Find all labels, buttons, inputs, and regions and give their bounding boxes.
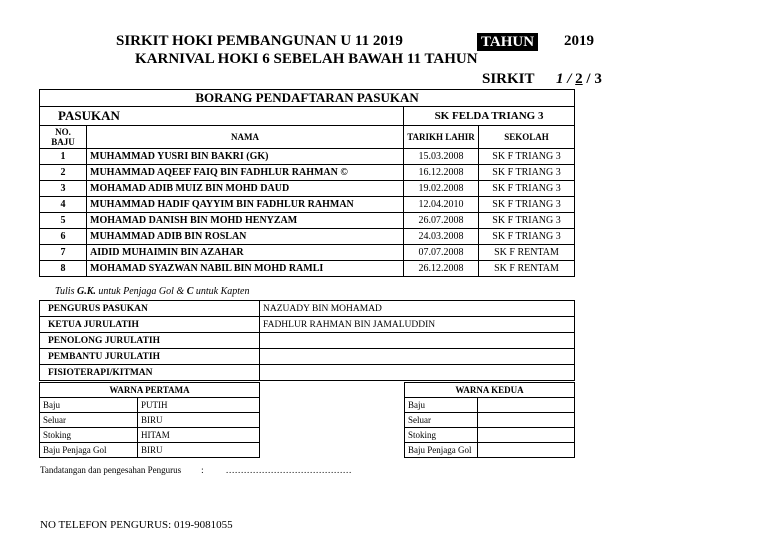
pasukan-label: PASUKAN <box>40 107 404 126</box>
col-header-tarikh: TARIKH LAHIR <box>404 126 479 149</box>
warna-label: Baju <box>405 398 478 413</box>
player-no: 4 <box>40 197 87 213</box>
warna-row <box>405 398 575 413</box>
staff-row <box>40 317 575 333</box>
title-line-2: KARNIVAL HOKI 6 SEBELAH BAWAH 11 TAHUN <box>135 51 478 67</box>
signature-line: Tandatangan dan pengesahan Pengurus : …………………………………… <box>40 465 352 475</box>
staff-value <box>260 333 575 349</box>
warna-label: Baju Penjaga Gol <box>405 443 478 458</box>
warna-row <box>405 413 575 428</box>
player-no: 1 <box>40 149 87 165</box>
staff-label: KETUA JURULATIH <box>40 317 260 333</box>
sirkit-value <box>556 71 602 88</box>
staff-row <box>40 365 575 381</box>
warna-value: HITAM <box>138 428 260 443</box>
warna-row <box>405 443 575 458</box>
player-row <box>40 229 575 245</box>
warna-row <box>40 398 260 413</box>
player-nama: MUHAMMAD HADIF QAYYIM BIN FADHLUR RAHMAN <box>87 197 404 213</box>
player-sekolah: SK F TRIANG 3 <box>479 197 575 213</box>
col-header-no: NO. BAJU <box>40 126 87 149</box>
player-tarikh: 19.02.2008 <box>404 181 479 197</box>
staff-label: PEMBANTU JURULATIH <box>40 349 260 365</box>
staff-row <box>40 333 575 349</box>
staff-table <box>39 300 575 381</box>
player-nama: MUHAMMAD YUSRI BIN BAKRI (GK) <box>87 149 404 165</box>
player-no: 7 <box>40 245 87 261</box>
player-tarikh: 07.07.2008 <box>404 245 479 261</box>
sirkit-current: 2 <box>575 71 583 87</box>
player-nama: MOHAMAD SYAZWAN NABIL BIN MOHD RAMLI <box>87 261 404 277</box>
player-row <box>40 165 575 181</box>
player-tarikh: 16.12.2008 <box>404 165 479 181</box>
player-no: 8 <box>40 261 87 277</box>
player-sekolah: SK F TRIANG 3 <box>479 213 575 229</box>
staff-value: FADHLUR RAHMAN BIN JAMALUDDIN <box>260 317 575 333</box>
warna-row <box>40 413 260 428</box>
staff-row <box>40 301 575 317</box>
sirkit-part-1: 1 / <box>556 71 572 87</box>
warna-value <box>478 398 575 413</box>
staff-value <box>260 349 575 365</box>
warna-label: Seluar <box>405 413 478 428</box>
sirkit-label: SIRKIT <box>482 71 535 87</box>
form-title: BORANG PENDAFTARAN PASUKAN <box>40 90 575 107</box>
player-sekolah: SK F TRIANG 3 <box>479 165 575 181</box>
player-tarikh: 26.12.2008 <box>404 261 479 277</box>
warna-value <box>478 428 575 443</box>
player-tarikh: 26.07.2008 <box>404 213 479 229</box>
player-nama: AIDID MUHAIMIN BIN AZAHAR <box>87 245 404 261</box>
warna-value: PUTIH <box>138 398 260 413</box>
player-nama: MOHAMAD DANISH BIN MOHD HENYZAM <box>87 213 404 229</box>
warna-value <box>478 443 575 458</box>
warna-pertama-title: WARNA PERTAMA <box>40 383 260 398</box>
player-row <box>40 245 575 261</box>
warna-value: BIRU <box>138 443 260 458</box>
phone-number: NO TELEFON PENGURUS: 019-9081055 <box>40 519 233 531</box>
player-sekolah: SK F TRIANG 3 <box>479 181 575 197</box>
warna-pertama-table <box>39 382 260 458</box>
player-no: 2 <box>40 165 87 181</box>
player-sekolah: SK F TRIANG 3 <box>479 229 575 245</box>
col-header-nama: NAMA <box>87 126 404 149</box>
player-tarikh: 24.03.2008 <box>404 229 479 245</box>
col-header-sekolah: SEKOLAH <box>479 126 575 149</box>
sirkit-part-2: / 3 <box>586 71 602 87</box>
warna-row <box>405 428 575 443</box>
player-no: 6 <box>40 229 87 245</box>
warna-label: Baju Penjaga Gol <box>40 443 138 458</box>
warna-label: Stoking <box>40 428 138 443</box>
player-sekolah: SK F TRIANG 3 <box>479 149 575 165</box>
staff-row <box>40 349 575 365</box>
staff-label: PENOLONG JURULATIH <box>40 333 260 349</box>
player-nama: MUHAMMAD AQEEF FAIQ BIN FADHLUR RAHMAN © <box>87 165 404 181</box>
warna-row <box>40 428 260 443</box>
warna-value: BIRU <box>138 413 260 428</box>
warna-label: Stoking <box>405 428 478 443</box>
warna-value <box>478 413 575 428</box>
staff-label: FISIOTERAPI/KITMAN <box>40 365 260 381</box>
player-no: 3 <box>40 181 87 197</box>
player-tarikh: 12.04.2010 <box>404 197 479 213</box>
warna-kedua-title: WARNA KEDUA <box>405 383 575 398</box>
player-nama: MOHAMAD ADIB MUIZ BIN MOHD DAUD <box>87 181 404 197</box>
staff-value: NAZUADY BIN MOHAMAD <box>260 301 575 317</box>
warna-row <box>40 443 260 458</box>
player-sekolah: SK F RENTAM <box>479 245 575 261</box>
player-sekolah: SK F RENTAM <box>479 261 575 277</box>
title-line-1: SIRKIT HOKI PEMBANGUNAN U 11 2019 <box>116 33 403 49</box>
tahun-value: 2019 <box>564 33 594 49</box>
player-tarikh: 15.03.2008 <box>404 149 479 165</box>
warna-label: Seluar <box>40 413 138 428</box>
staff-value <box>260 365 575 381</box>
registration-table <box>39 89 575 277</box>
warna-label: Baju <box>40 398 138 413</box>
player-row <box>40 213 575 229</box>
staff-label: PENGURUS PASUKAN <box>40 301 260 317</box>
player-no: 5 <box>40 213 87 229</box>
pasukan-value: SK FELDA TRIANG 3 <box>404 107 575 126</box>
warna-kedua-table <box>404 382 575 458</box>
player-nama: MUHAMMAD ADIB BIN ROSLAN <box>87 229 404 245</box>
note: Tulis G.K. untuk Penjaga Gol & C untuk Kapten <box>55 286 250 297</box>
player-row <box>40 149 575 165</box>
player-row <box>40 181 575 197</box>
tahun-label: TAHUN <box>477 33 538 51</box>
player-row <box>40 197 575 213</box>
player-row <box>40 261 575 277</box>
